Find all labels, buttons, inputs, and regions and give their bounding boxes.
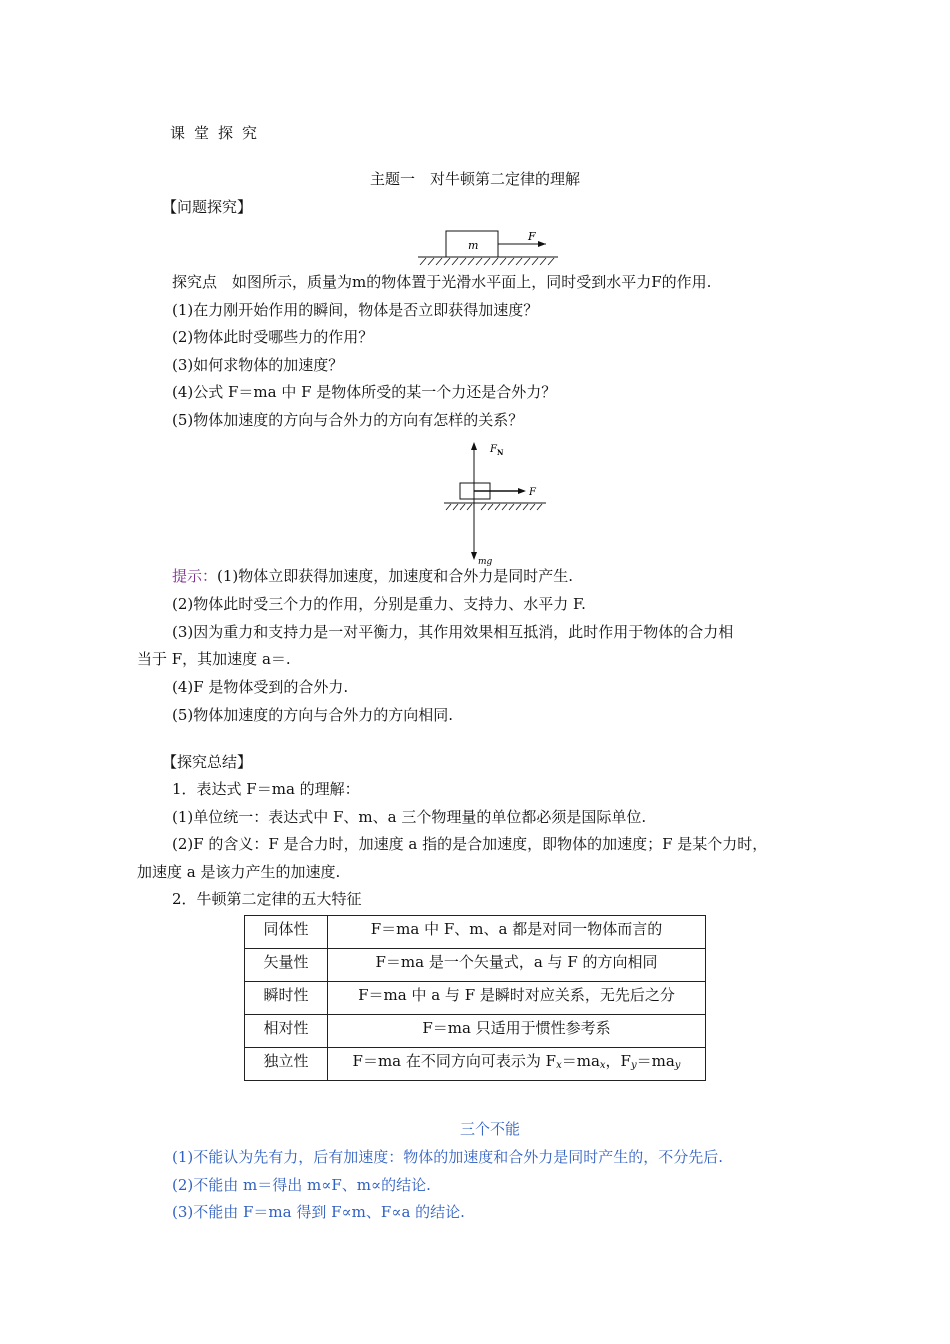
feature-name: 同体性 xyxy=(245,916,328,949)
feature-desc: F＝ma 中 F、m、a 都是对同一物体而言的 xyxy=(328,916,706,949)
summary-4: 2．牛顿第二定律的五大特征 xyxy=(172,890,362,908)
summary-2: (1)单位统一：表达式中 F、m、a 三个物理量的单位都必须是国际单位. xyxy=(172,808,647,826)
hint-3-cont: 当于 F，其加速度 a＝. xyxy=(137,650,291,668)
summary-1: 1．表达式 F＝ma 的理解： xyxy=(172,780,360,798)
summary-header: 【探究总结】 xyxy=(162,753,253,771)
topic-title: 主题一 对牛顿第二定律的理解 xyxy=(369,170,580,188)
question-3: (3)如何求物体的加速度？ xyxy=(172,356,344,374)
feature-desc: F＝ma 中 a 与 F 是瞬时对应关系，无先后之分 xyxy=(328,982,706,1015)
feature-desc-independent: F＝ma 在不同方向可表示为 $F_x=ma_x$，$F_y=ma_y$ xyxy=(328,1048,706,1081)
hint-5: (5)物体加速度的方向与合外力的方向相同. xyxy=(172,706,454,724)
problem-header: 【问题探究】 xyxy=(162,198,253,216)
table-row xyxy=(245,1015,706,1048)
note-3: (3)不能由 F＝ma 得到 F∝m、F∝a 的结论. xyxy=(172,1203,465,1221)
hint-label: 提示： xyxy=(172,567,218,585)
feature-desc: F＝ma 只适用于惯性参考系 xyxy=(328,1015,706,1048)
figure2-normal-label: F xyxy=(490,444,497,455)
table-row xyxy=(245,982,706,1015)
figure1-force-label: F xyxy=(528,230,536,243)
hint-2: (2)物体此时受三个力的作用，分别是重力、支持力、水平力 F. xyxy=(172,595,586,613)
figure2-gravity-label: mg xyxy=(478,557,493,567)
feature-desc: F＝ma 是一个矢量式，a 与 F 的方向相同 xyxy=(328,949,706,982)
table-row xyxy=(245,949,706,982)
figure2-force-label: F xyxy=(529,487,536,498)
figure-block-force xyxy=(410,225,560,269)
question-1: (1)在力刚开始作用的瞬间，物体是否立即获得加速度？ xyxy=(172,301,539,319)
figure2-normal-sub: N xyxy=(497,448,504,457)
note-2: (2)不能由 m＝得出 m∝F、m∝的结论. xyxy=(172,1176,431,1194)
hint-4: (4)F 是物体受到的合外力. xyxy=(172,678,349,696)
feature-name: 独立性 xyxy=(245,1048,328,1081)
explore-point: 探究点 如图所示，质量为m的物体置于光滑水平面上，同时受到水平力F的作用. xyxy=(172,273,712,291)
summary-3: (2)F 的含义：F 是合力时，加速度 a 指的是合加速度，即物体的加速度；F 是某个力时， xyxy=(172,835,768,853)
section-title: 课堂探究 xyxy=(170,124,267,142)
summary-3-cont: 加速度 a 是该力产生的加速度. xyxy=(137,863,341,881)
feature-name: 矢量性 xyxy=(245,949,328,982)
table-row xyxy=(245,916,706,949)
hint-3: (3)因为重力和支持力是一对平衡力，其作用效果相互抵消，此时作用于物体的合力相 xyxy=(172,623,734,641)
question-2: (2)物体此时受哪些力的作用？ xyxy=(172,328,374,346)
question-4: (4)公式 F＝ma 中 F 是物体所受的某一个力还是合外力？ xyxy=(172,383,557,401)
feature-name: 瞬时性 xyxy=(245,982,328,1015)
note-1: (1)不能认为先有力，后有加速度：物体的加速度和合外力是同时产生的，不分先后. xyxy=(172,1148,724,1166)
hint-1-line xyxy=(172,566,573,586)
features-table xyxy=(244,915,706,1081)
table-row xyxy=(245,1048,706,1081)
figure1-mass-label: m xyxy=(468,239,479,252)
hint-1: (1)物体立即获得加速度，加速度和合外力是同时产生. xyxy=(217,567,574,585)
note-title: 三个不能 xyxy=(459,1120,520,1138)
feature-name: 相对性 xyxy=(245,1015,328,1048)
figure-free-body xyxy=(438,438,558,568)
question-5: (5)物体加速度的方向与合外力的方向有怎样的关系？ xyxy=(172,411,524,429)
